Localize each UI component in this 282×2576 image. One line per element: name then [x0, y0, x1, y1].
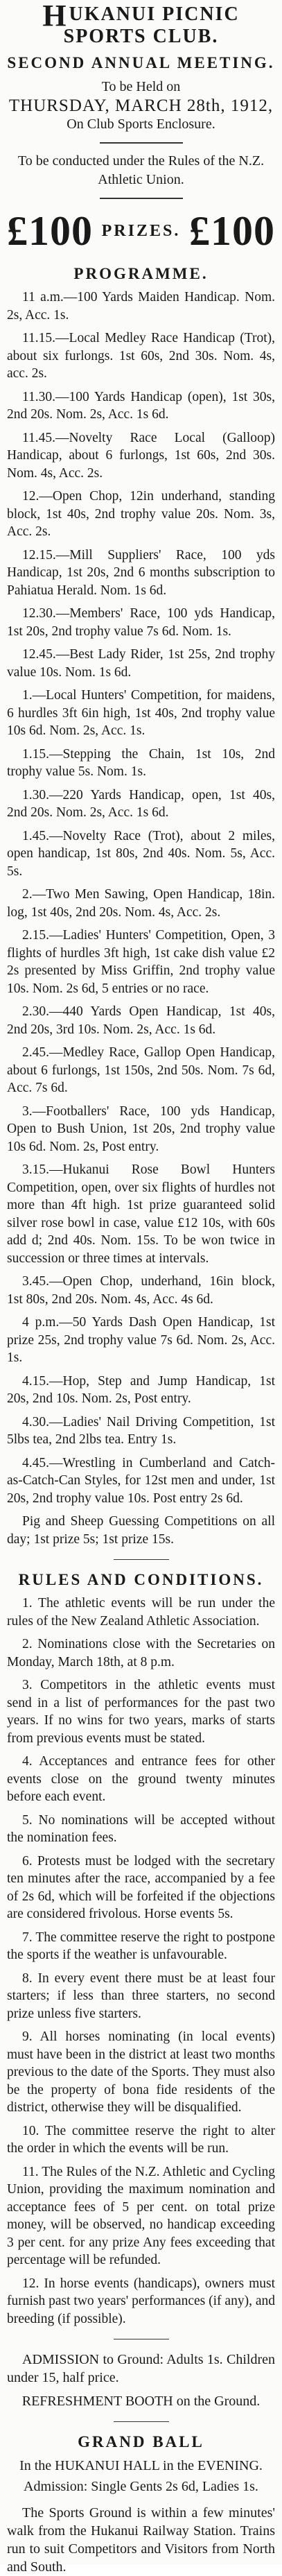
programme-item: 1.45.—Novelty Race (Trot), about 2 miles, open handicap, 1st 80s, 2nd 40s. Nom. 5s, Acc. 5s.: [7, 828, 275, 879]
meeting-heading: SECOND ANNUAL MEETING.: [7, 54, 275, 71]
intro-venue: On Club Sports Enclosure.: [67, 117, 215, 132]
rule-item: 1. The athletic events will be run under the rules of the New Zealand Athletic Association.: [7, 1596, 275, 1629]
masthead-initial: H: [42, 0, 68, 33]
rule-item: 11. The Rules of the N.Z. Athletic and Cycling Union, providing the maximum nomination and acceptance fees of 5 per cent. on total prize money, will be observed, no handicap exceeding 3 per cent. for any prize Any fees exceeding that percentage will be refunded.: [7, 2164, 275, 2267]
rule-item: 9. All horses nominating (in local events) must have been in the district at least two months previous to the date of the Sports. They must also be the property of bona fide residents of the district, otherwise they will be disqualified.: [7, 2029, 275, 2115]
rule-item: 8. In every event there must be at least four starters; if less than three starters, no second prize unless five starters.: [7, 1970, 275, 2021]
programme-item: 4.30.—Ladies' Nail Driving Competition, 1st 5lbs tea, 2nd 2lbs tea. Entry 1s.: [7, 1414, 275, 1447]
rule-item: 3. Competitors in the athletic events must send in a list of performances for the past two years. If no wins for two years, marks of starts from previous events must be stated.: [7, 1678, 275, 1746]
closing-paragraph: The Sports Ground is within a few minutes' walk from the Hukanui Railway Station. Trains run to suit Competitors and Visitors from North and South.: [7, 2505, 275, 2575]
programme-item: 1.30.—220 Yards Handicap, open, 1st 40s, 2nd 20s. Nom. 2s, Acc. 1s 6d.: [7, 787, 275, 820]
intro-date: THURSDAY, MARCH 28th, 1912,: [8, 96, 274, 115]
intro-line-1: To be Held on: [101, 79, 181, 94]
prizes-top-divider: [100, 198, 183, 199]
programme-item: 3.—Footballers' Race, 100 yds Handicap, Open to Bush Union, 1st 20s, 2nd trophy value 10s 6d. Nom. 2s, Post entry.: [7, 1104, 275, 1154]
masthead: [7, 0, 275, 47]
ball-venue: In the HUKANUI HALL in the EVENING.: [19, 2458, 263, 2473]
programme-item: 3.45.—Open Chop, underhand, 16in block, 1st 80s, 2nd 20s. Nom. 4s, Acc. 4s 6d.: [7, 1274, 275, 1307]
rules-heading: RULES AND CONDITIONS.: [18, 1571, 264, 1588]
intro-block: [7, 78, 275, 189]
intro-divider: [100, 142, 183, 144]
programme-item: 1.—Local Hunters' Competition, for maidens, 6 hurdles 3ft 6in high, 1st 40s, 2nd trophy value 10s 6d. Nom. 2s, Acc. 1s.: [7, 688, 275, 738]
programme-item: 3.15.—Hukanui Rose Bowl Hunters Competition, open, over six flights of hurdles not more than 4ft high. 1st prize guaranteed solid silver rose bowl in case, value £12 10s, with 60s add d; 2nd 40s. Nom. 15s. To be won twice in succession or three times at intervals.: [7, 1162, 275, 1266]
masthead-title: UKANUI PICNIC SPORTS CLUB.: [63, 3, 240, 47]
programme-item: 2.45.—Medley Race, Gallop Open Handicap, about 6 furlongs, 1st 150s, 2nd 50s. Nom. 7s 6d, Acc. 7s 6d.: [7, 1045, 275, 1095]
programme-item: 12.15.—Mill Suppliers' Race, 100 yds Handicap, 1st 20s, 2nd 6 months subscription to Pahiatua Herald. Nom. 1s 6d.: [7, 547, 275, 598]
programme-item: 11.15.—Local Medley Race Handicap (Trot), about six furlongs. 1st 60s, 2nd 30s. Nom. 4s, acc. 2s.: [7, 331, 275, 381]
programme-item: 4 p.m.—50 Yards Dash Open Handicap, 1st prize 25s, 2nd trophy value 7s 6d. Nom. 2s, Acc. 1s.: [7, 1315, 275, 1365]
programme-item: Pig and Sheep Guessing Competitions on all day; 1st prize 5s; 1st prize 15s.: [7, 1514, 275, 1547]
rule-item: 12. In horse events (handicaps), owners must furnish past two years' performances (if any), and breeding (if possible).: [7, 2276, 275, 2326]
programme-list: [7, 289, 275, 1548]
programme-item: 2.—Two Men Sawing, Open Handicap, 18in. log, 1st 40s, 2nd 20s. Nom. 4s, Acc. 2s.: [7, 887, 275, 920]
programme-item: 11.45.—Novelty Race Local (Galloop) Handicap, about 6 furlongs, 1st 60s, 2nd 30s. Nom. 4s, Acc. 2s.: [7, 430, 275, 481]
rule-item: 10. The committee reserve the right to alter the order in which the events will be run.: [7, 2123, 275, 2156]
programme-item: 2.15.—Ladies' Hunters' Competition, Open, 3 flights of hurdles 3ft high, 1st cake dish value £2 2s presented by Miss Griffin, 2nd trophy value 10s. Nom. 2s 6d, 5 entries or no race.: [7, 928, 275, 996]
rule-item: 2. Nominations close with the Secretaries on Monday, March 18th, at 8 p.m.: [7, 1637, 275, 1669]
prizes-label: PRIZES.: [101, 222, 181, 240]
programme-item: 2.30.—440 Yards Open Handicap, 1st 40s, 2nd 20s, 3rd 10s. Nom. 2s, Acc. 1s 6d.: [7, 1004, 275, 1037]
intro-rules-note: To be conducted under the Rules of the N.Z. Athletic Union.: [17, 153, 265, 187]
programme-item: 12.—Open Chop, 12in underhand, standing block, 1st 40s, 2nd trophy value 20s. Nom. 3s, Acc. 2s.: [7, 489, 275, 539]
prizes-banner: [7, 207, 275, 255]
refreshment-text: REFRESHMENT BOOTH on the Ground.: [21, 2394, 261, 2409]
programme-item: 11.30.—100 Yards Handicap (open), 1st 30s, 2nd 20s. Nom. 2s, Acc. 1s 6d.: [7, 389, 275, 422]
programme-item: 1.15.—Stepping the Chain, 1st 10s, 2nd trophy value 5s. Nom. 1s.: [7, 746, 275, 779]
programme-item: 4.45.—Wrestling in Cumberland and Catch-as-Catch-Can Styles, for 12st men and under, 1st 20s, 2nd trophy value 10s. Post entry 2s 6d.: [7, 1455, 275, 1506]
programme-item: 12.45.—Best Lady Rider, 1st 25s, 2nd trophy value 10s. Nom. 1s 6d.: [7, 647, 275, 680]
prize-amount-right: £100: [188, 208, 275, 254]
rule-item: 7. The committee reserve the right to postpone the sports if the weather is unfavourable.: [7, 1930, 275, 1962]
rule-item: 4. Acceptances and entrance fees for other events close on the ground twenty minutes before each event.: [7, 1754, 275, 1804]
rule-item: 6. Protests must be lodged with the secretary ten minutes after the race, accompanied by a fee of 2s 6d, which will be forfeited if the objections are considered frivolous. Horse events 5s.: [7, 1853, 275, 1921]
admission-text: ADMISSION to Ground: Adults 1s. Children under 15, half price.: [7, 2352, 275, 2385]
prize-amount-left: £100: [7, 208, 93, 254]
rules-divider: [114, 1559, 169, 1560]
rule-item: 5. No nominations will be accepted without the nomination fees.: [7, 1812, 275, 1845]
ball-heading: GRAND BALL: [78, 2433, 204, 2450]
programme-heading: PROGRAMME.: [73, 265, 209, 282]
programme-item: 12.30.—Members' Race, 100 yds Handicap, 1st 20s, 2nd trophy value 7s 6d. Nom. 1s.: [7, 606, 275, 639]
ball-admission: Admission: Single Gents 2s 6d, Ladies 1s.: [24, 2479, 258, 2494]
programme-item: 4.15.—Hop, Step and Jump Handicap, 1st 20s, 2nd 10s. Nom. 2s, Post entry.: [7, 1373, 275, 1406]
rules-list: [7, 1595, 275, 2328]
ball-divider: [114, 2421, 169, 2422]
programme-item: 11 a.m.—100 Yards Maiden Handicap. Nom. 2s, Acc. 1s.: [7, 290, 275, 323]
